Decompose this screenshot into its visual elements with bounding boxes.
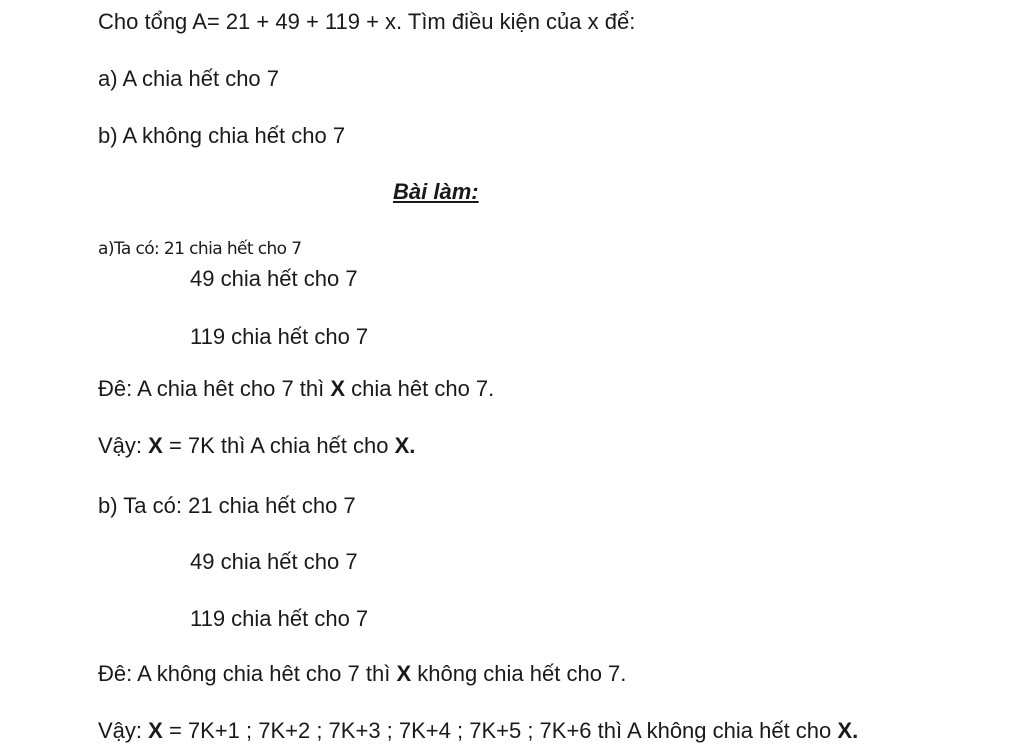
solution-a-intro: a)Ta có: 21 chia hết cho 7 — [98, 239, 302, 259]
solution-b-line-49: 49 chia hết cho 7 — [190, 549, 358, 574]
solution-b-condition-pre: Đê: A không chia hêt cho 7 thì — [98, 661, 397, 686]
solution-b-conclusion-pre: Vậy: — [98, 718, 149, 743]
solution-a-conclusion-x2: X. — [394, 433, 416, 458]
solution-a-line-49: 49 chia hết cho 7 — [190, 266, 358, 291]
solution-a-conclusion-x: X — [148, 433, 163, 458]
solution-a-conclusion-mid: = 7K thì A chia hết cho — [162, 433, 395, 458]
problem-part-a: a) A chia hết cho 7 — [98, 66, 280, 91]
solution-b-conclusion — [98, 718, 858, 744]
solution-a-line-119: 119 chia hết cho 7 — [190, 324, 369, 349]
solution-a-condition-post: chia hêt cho 7. — [345, 376, 495, 401]
solution-b-conclusion-x: X — [148, 718, 163, 743]
solution-b-condition — [98, 661, 626, 687]
solution-a-condition-x: X — [330, 376, 346, 401]
solution-b-line-119: 119 chia hết cho 7 — [190, 606, 369, 631]
solution-a-condition — [98, 376, 494, 402]
problem-statement: Cho tổng A= 21 + 49 + 119 + x. Tìm điều kiện của x để: — [98, 9, 636, 34]
solution-a-condition-pre: Đê: A chia hêt cho 7 thì — [98, 376, 331, 401]
solution-a-conclusion — [98, 433, 415, 459]
solution-b-condition-post: không chia hết cho 7. — [411, 661, 627, 686]
solution-b-intro: b) Ta có: 21 chia hết cho 7 — [98, 493, 356, 518]
solution-heading: Bài làm: — [393, 179, 479, 204]
solution-a-conclusion-pre: Vậy: — [98, 433, 149, 458]
solution-b-conclusion-x2: X. — [837, 718, 859, 743]
problem-part-b: b) A không chia hết cho 7 — [98, 123, 346, 148]
solution-b-condition-x: X — [396, 661, 412, 686]
solution-b-conclusion-mid: = 7K+1 ; 7K+2 ; 7K+3 ; 7K+4 ; 7K+5 ; 7K+6 thì A không chia hết cho — [162, 718, 838, 743]
